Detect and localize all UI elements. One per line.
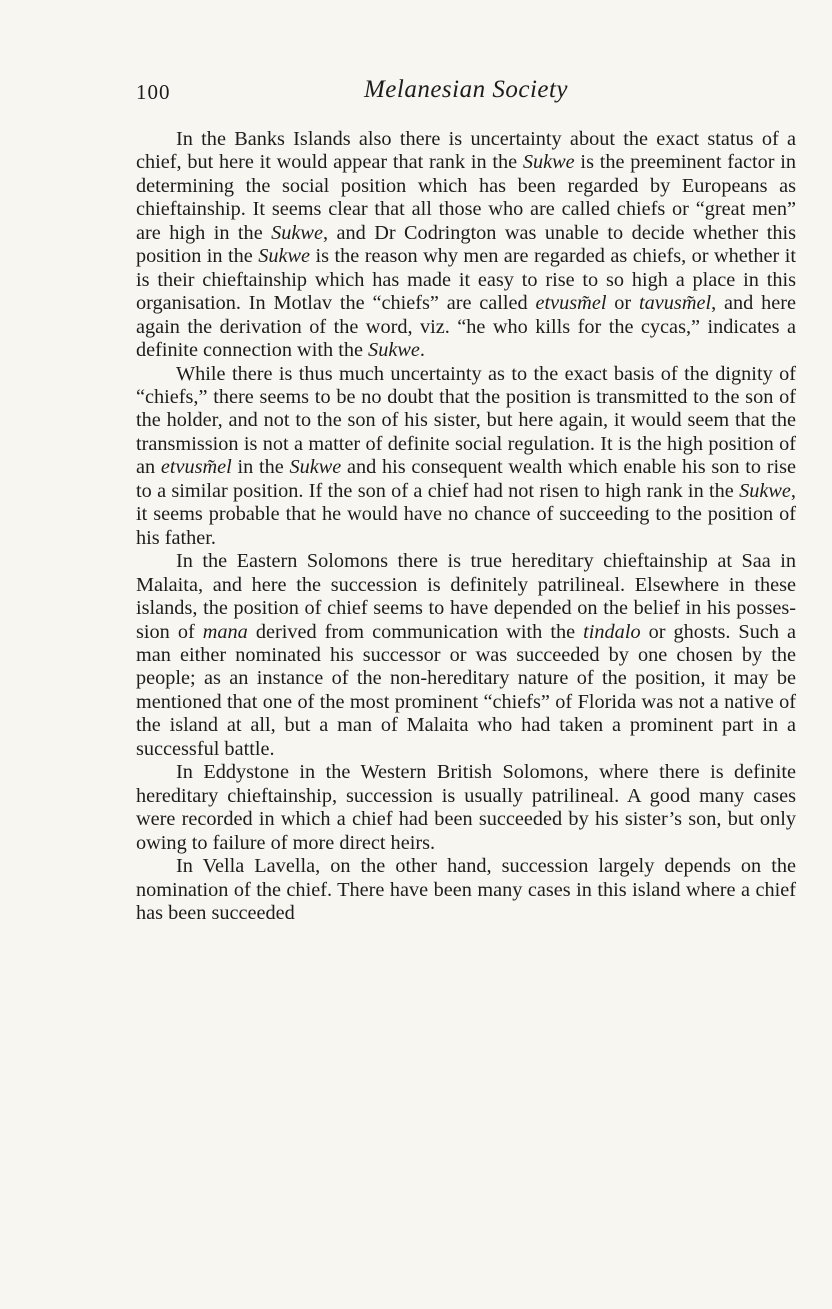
- italic-term: Sukwe: [522, 151, 575, 174]
- paragraph: In Vella Lavella, on the other hand, succession largely depends on the nomination of the chief. There have been many cases in this island where a chief has been succeeded: [136, 855, 796, 924]
- italic-term: mana: [202, 620, 248, 643]
- italic-term: Sukwe: [258, 245, 311, 268]
- italic-term: etvusm̃el: [535, 292, 607, 315]
- running-head: [136, 76, 796, 108]
- paragraph: In the Eastern Solomons there is true hereditary chieftainship at Saa in Malaita, and here the succession is definitely patrilineal. Elsewhere in these islands, the position of chief seems to have depended on the belief in his possession of mana derived from communication with the tindalo or ghosts. Such a man either nominated his successor or was succeeded by one chosen by the people; as an instance of the non-hereditary nature of the position, it may be mentioned that one of the most prominent “chiefs” of Florida was not a native of the island at all, but a man of Malaita who had taken a prominent part in a successful battle.: [136, 550, 797, 760]
- italic-term: tavusm̃el: [639, 292, 712, 315]
- paragraph: While there is thus much uncertainty as to the exact basis of the dignity of “chiefs,” there seems to be no doubt that the position is transmitted to the son of the holder, and not to the son of his sister, but here again, it would seem that the transmission is not a matter of definite social regulation. It is the high position of an etvusm̃el in the Sukwe and his consequent wealth which enable his son to rise to a similar position. If the son of a chief had not risen to high rank in the Sukwe, it seems probable that he would have no chance of succeeding to the position of his father.: [136, 362, 796, 549]
- running-title: Melanesian Society: [363, 76, 569, 103]
- italic-term: Sukwe: [271, 221, 323, 244]
- italic-term: Sukwe: [368, 339, 420, 362]
- page-number: 100: [136, 80, 171, 104]
- italic-term: Sukwe: [289, 456, 342, 479]
- body-text: [136, 128, 796, 925]
- paragraph: In Eddystone in the Western British Solomons, where there is definite hereditary chieftainship, succession is usually patrilineal. A good many cases were recorded in which a chief had been succeeded by his sister’s son, but only owing to failure of more direct heirs.: [136, 761, 796, 854]
- paragraph: In the Banks Islands also there is uncertainty about the exact status of a chief, but here it would appear that rank in the Sukwe is the preeminent factor in determining the social position which has been regarded by Europeans as chieftainship. It seems clear that all those who are called chiefs or “great men” are high in the Sukwe, and Dr Codrington was unable to decide whether this position in the Sukwe is the reason why men are regarded as chiefs, or whether it is their chieftainship which has made it easy to rise to so high a place in this organisation. In Motlav the “chiefs” are called etvusm̃el or tavusm̃el, and here again the derivation of the word, viz. “he who kills for the cycas,” indicates a definite connection with the Sukwe.: [136, 128, 797, 362]
- italic-term: etvusm̃el: [160, 456, 232, 479]
- italic-term: tindalo: [583, 620, 641, 643]
- italic-term: Sukwe: [739, 479, 791, 502]
